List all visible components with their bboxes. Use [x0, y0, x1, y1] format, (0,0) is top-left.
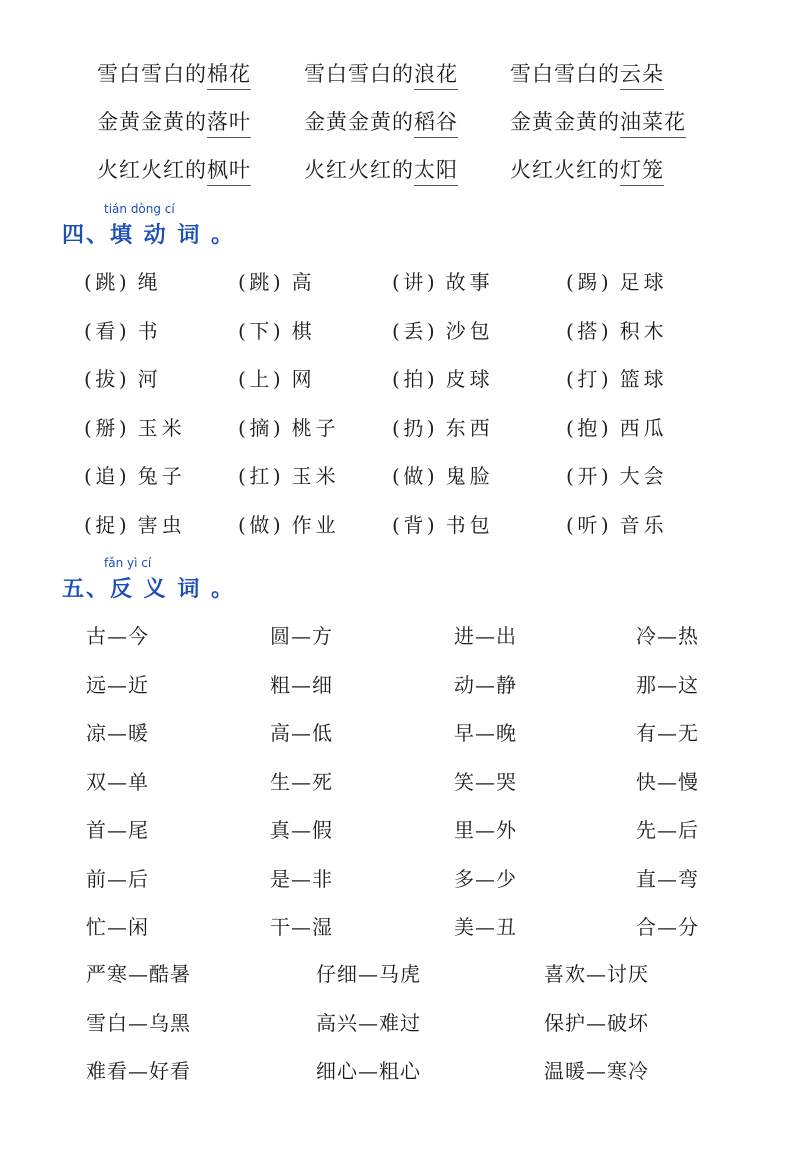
verb: 做: [249, 512, 271, 537]
paren-close: ): [272, 464, 282, 488]
phrase-row: [0, 154, 800, 194]
paren-close: ): [118, 367, 128, 391]
verb: 摘: [249, 415, 271, 440]
paren-close: ): [118, 318, 128, 343]
verb: 做: [403, 464, 425, 488]
paren-open: (: [566, 415, 575, 440]
antonym-pair: 高—低: [270, 721, 333, 745]
paren-open: (: [238, 512, 247, 537]
antonym-pair: 首—尾: [86, 818, 149, 842]
phrase: 金黄金黄的油菜花: [510, 106, 686, 136]
section4-title: 四、填 动 词 。: [62, 223, 235, 248]
verb-item: [566, 509, 668, 538]
verb-object: 大会: [619, 464, 668, 488]
antonym-pair-long: 喜欢—讨厌: [544, 962, 649, 986]
verb: 背: [403, 512, 425, 537]
verb-item: [392, 266, 494, 295]
antonym-pair-long: 保护—破坏: [544, 1010, 649, 1035]
paren-open: (: [566, 464, 575, 488]
verb: 搭: [577, 318, 599, 343]
paren-close: ): [118, 415, 128, 440]
paren-close: ): [600, 367, 610, 391]
antonym-pair: 古—今: [86, 624, 149, 648]
paren-open: (: [392, 512, 401, 537]
phrase: 火红火红的灯笼: [510, 154, 664, 184]
antonym-pair-long: 高兴—难过: [316, 1010, 421, 1035]
antonym-pair-long: 仔细—马虎: [316, 962, 421, 986]
verb-object: 高: [291, 270, 316, 294]
verb-object: 绳: [137, 270, 162, 294]
paren-open: (: [238, 415, 247, 440]
verb: 看: [95, 318, 117, 343]
verb: 拍: [403, 367, 425, 391]
paren-close: ): [272, 512, 282, 537]
paren-close: ): [600, 318, 610, 343]
paren-open: (: [566, 512, 575, 537]
antonym-pair: 远—近: [86, 672, 149, 697]
verb: 听: [577, 512, 599, 537]
verb-object: 网: [291, 367, 316, 391]
phrase: 火红火红的太阳: [304, 154, 458, 184]
paren-close: ): [600, 270, 610, 294]
paren-close: ): [118, 512, 128, 537]
verb-item: [566, 412, 668, 441]
paren-close: ): [426, 318, 436, 343]
verb-item: [392, 363, 494, 392]
antonym-pair-long: 难看—好看: [86, 1059, 191, 1083]
verb: 扔: [403, 415, 425, 440]
antonym-pair: 美—丑: [454, 915, 517, 939]
verb-object: 东西: [445, 415, 494, 440]
antonym-pair: 早—晚: [454, 721, 517, 745]
antonym-pair: 里—外: [454, 818, 517, 842]
paren-close: ): [426, 464, 436, 488]
paren-close: ): [600, 512, 610, 537]
verb-object: 故事: [445, 270, 494, 294]
verb: 开: [577, 464, 599, 488]
paren-open: (: [392, 318, 401, 343]
verb-item: [392, 509, 494, 538]
antonym-pair: 冷—热: [636, 624, 699, 648]
phrase: 雪白雪白的棉花: [97, 58, 251, 88]
verb: 下: [249, 318, 271, 343]
antonym-pair: 圆—方: [270, 624, 333, 648]
verb-item: [238, 315, 316, 344]
paren-close: ): [272, 367, 282, 391]
paren-close: ): [272, 270, 282, 294]
verb: 扛: [249, 464, 271, 488]
verb-item: [84, 412, 186, 441]
paren-open: (: [392, 415, 401, 440]
phrase: 火红火红的枫叶: [97, 154, 251, 184]
antonym-pair: 动—静: [454, 672, 517, 697]
verb: 丢: [403, 318, 425, 343]
paren-close: ): [118, 464, 128, 488]
phrase: 雪白雪白的浪花: [304, 58, 458, 88]
section5-title: 五、反 义 词 。: [62, 577, 235, 602]
phrase: 雪白雪白的云朵: [510, 58, 664, 88]
paren-open: (: [84, 318, 93, 343]
antonym-pair: 真—假: [270, 818, 333, 842]
verb-item: [392, 460, 494, 489]
verb: 踢: [577, 270, 599, 294]
verb-item: [566, 363, 668, 392]
verb: 追: [95, 464, 117, 488]
verb-object: 音乐: [619, 512, 668, 537]
verb-object: 积木: [619, 318, 668, 343]
paren-close: ): [272, 318, 282, 343]
paren-open: (: [566, 270, 575, 294]
verb-object: 鬼脸: [445, 464, 494, 488]
paren-open: (: [84, 464, 93, 488]
antonym-pair: 直—弯: [636, 866, 699, 891]
phrase-row: [0, 58, 800, 98]
verb-object: 玉米: [137, 415, 186, 440]
verb-item: [238, 509, 340, 538]
paren-open: (: [84, 415, 93, 440]
verb-item: [84, 315, 162, 344]
verb-item: [238, 363, 316, 392]
phrase: 金黄金黄的稻谷: [304, 106, 458, 136]
verb: 跳: [95, 270, 117, 294]
paren-close: ): [426, 415, 436, 440]
paren-open: (: [84, 270, 93, 294]
phrase-row: [0, 106, 800, 146]
antonym-pair: 粗—细: [270, 672, 333, 697]
verb-object: 兔子: [137, 464, 186, 488]
verb-object: 害虫: [137, 512, 186, 537]
verb-object: 足球: [619, 270, 668, 294]
verb: 捉: [95, 512, 117, 537]
verb-item: [238, 412, 340, 441]
verb-item: [84, 509, 186, 538]
antonym-pair: 是—非: [270, 866, 333, 891]
antonym-pair-long: 雪白—乌黑: [86, 1010, 191, 1035]
antonym-pair-long: 细心—粗心: [316, 1059, 421, 1083]
verb-item: [392, 412, 494, 441]
antonym-pair: 生—死: [270, 769, 333, 794]
verb-object: 西瓜: [619, 415, 668, 440]
verb: 打: [577, 367, 599, 391]
antonym-pair: 双—单: [86, 769, 149, 794]
verb-item: [566, 315, 668, 344]
verb: 抱: [577, 415, 599, 440]
paren-close: ): [600, 464, 610, 488]
paren-close: ): [118, 270, 128, 294]
antonym-pair: 那—这: [636, 672, 699, 697]
antonym-pair: 快—慢: [636, 769, 699, 794]
verb-item: [84, 363, 162, 392]
paren-open: (: [566, 318, 575, 343]
verb-object: 玉米: [291, 464, 340, 488]
verb-item: [392, 315, 494, 344]
antonym-pair: 前—后: [86, 866, 149, 891]
antonym-pair: 忙—闲: [86, 915, 149, 939]
paren-close: ): [272, 415, 282, 440]
antonym-pair: 进—出: [454, 624, 517, 648]
antonym-pair: 有—无: [636, 721, 699, 745]
verb-object: 书包: [445, 512, 494, 537]
verb: 拔: [95, 367, 117, 391]
section5-pinyin: fǎn yì cí: [104, 556, 152, 570]
antonym-pair: 干—湿: [270, 915, 333, 939]
verb-object: 桃子: [291, 415, 340, 440]
paren-open: (: [238, 367, 247, 391]
verb: 上: [249, 367, 271, 391]
verb: 讲: [403, 270, 425, 294]
paren-open: (: [238, 464, 247, 488]
verb-object: 书: [137, 318, 162, 343]
verb-item: [566, 460, 668, 489]
paren-close: ): [600, 415, 610, 440]
verb-object: 篮球: [619, 367, 668, 391]
verb-object: 河: [137, 367, 162, 391]
section4-pinyin: tián dòng cí: [104, 202, 175, 216]
verb-object: 皮球: [445, 367, 494, 391]
paren-open: (: [84, 367, 93, 391]
verb: 掰: [95, 415, 117, 440]
antonym-pair-long: 严寒—酷暑: [86, 962, 191, 986]
paren-open: (: [566, 367, 575, 391]
paren-open: (: [84, 512, 93, 537]
verb: 跳: [249, 270, 271, 294]
paren-open: (: [392, 367, 401, 391]
verb-item: [84, 460, 186, 489]
paren-open: (: [238, 270, 247, 294]
paren-close: ): [426, 367, 436, 391]
paren-close: ): [426, 270, 436, 294]
antonym-pair: 先—后: [636, 818, 699, 842]
verb-item: [238, 460, 340, 489]
paren-open: (: [392, 464, 401, 488]
verb-object: 作业: [291, 512, 340, 537]
verb-item: [84, 266, 162, 295]
phrase: 金黄金黄的落叶: [97, 106, 251, 136]
antonym-pair: 合—分: [636, 915, 699, 939]
antonym-pair: 凉—暖: [86, 721, 149, 745]
verb-item: [238, 266, 316, 295]
verb-item: [566, 266, 668, 295]
paren-open: (: [392, 270, 401, 294]
verb-object: 棋: [291, 318, 316, 343]
paren-open: (: [238, 318, 247, 343]
verb-object: 沙包: [445, 318, 494, 343]
antonym-pair-long: 温暖—寒冷: [544, 1059, 649, 1083]
paren-close: ): [426, 512, 436, 537]
antonym-pair: 笑—哭: [454, 769, 517, 794]
antonym-pair: 多—少: [454, 866, 517, 891]
